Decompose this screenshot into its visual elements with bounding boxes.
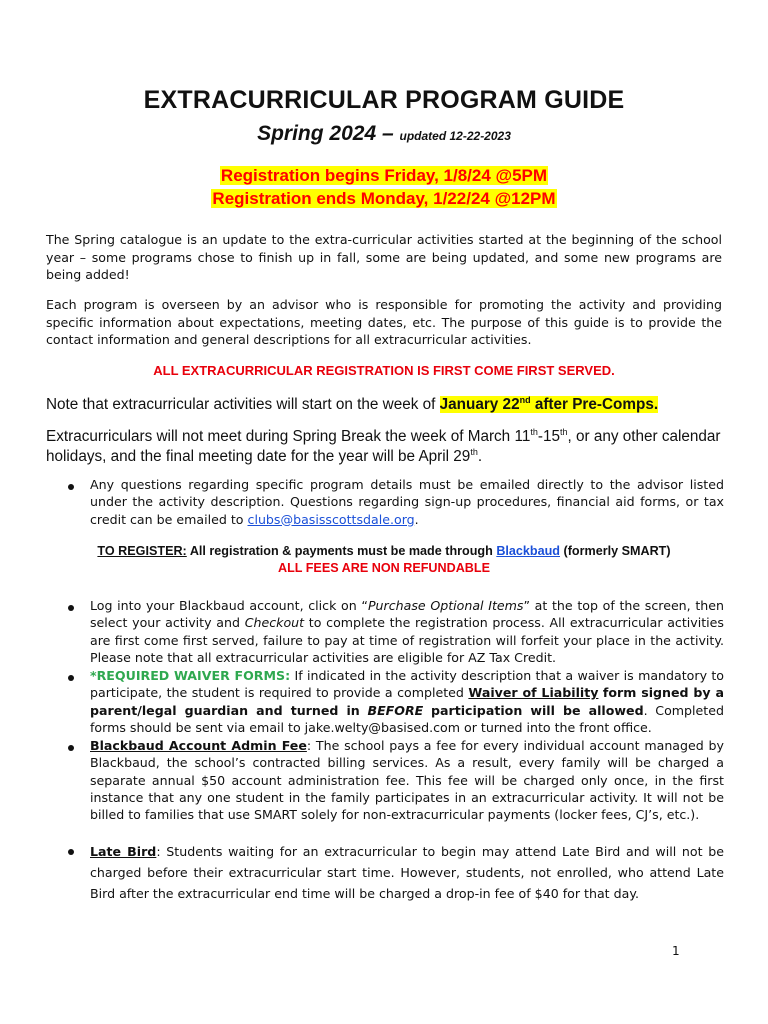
page-title: EXTRACURRICULAR PROGRAM GUIDE <box>143 86 625 114</box>
admin-fee-bullet: Blackbaud Account Admin Fee: The school pays a fee for every individual account managed by Blackbaud, the school’s contracted billing services. As a result, every family will be charged a separate annual $50 account administration fee. This fee will be charged only once, in the first instance that any one student in the family participates in an extracurricular activity. It will not be billed to families that use SMART solely for non-extracurricular payments (locker fees, CJ’s, etc.). <box>90 738 724 823</box>
waiver-bullet: *REQUIRED WAIVER FORMS: If indicated in the activity description that a waiver is mandatory to participate, the student is required to provide a completed Waiver of Liability form signed by a parent/legal guardian and turned in BEFORE participation will be allowed. Completed forms should be sent via email to jake.welty@basised.com or turned into the front office. <box>90 668 724 735</box>
non-refundable-notice: ALL FEES ARE NON REFUNDABLE <box>277 561 490 575</box>
admin-fee-label: Blackbaud Account Admin Fee <box>90 738 307 753</box>
registration-ends: Registration ends Monday, 1/22/24 @12PM <box>212 189 556 208</box>
intro-paragraph-1: The Spring catalogue is an update to the extra-curricular activities started at the beginning of the school year – some programs chose to finish up in fall, some are being updated, and some new programs are being added! <box>46 232 722 282</box>
late-bird-label: Late Bird <box>90 844 157 859</box>
blackbaud-link[interactable]: Blackbaud <box>496 544 561 558</box>
clubs-email-link[interactable]: clubs@basisscottsdale.org <box>247 511 415 527</box>
bullet-dot <box>68 605 74 611</box>
bullet-dot <box>68 484 74 490</box>
spring-break-note: Extracurriculars will not meet during Spring Break the week of March 11th-15th, or any other calendar holidays, and the final meeting date for the year will be April 29th. <box>46 426 721 465</box>
waiver-label: *REQUIRED WAIVER FORMS: <box>90 668 291 683</box>
bullet-dot <box>68 675 74 681</box>
first-come-notice: ALL EXTRACURRICULAR REGISTRATION IS FIRST COME FIRST SERVED. <box>153 363 615 378</box>
bullet-dot <box>68 849 74 855</box>
login-bullet: Log into your Blackbaud account, click on “Purchase Optional Items” at the top of the screen, then select your activity and Checkout to complete the registration process. All extracurricular activities are first come first served, failure to pay at time of registration will forfeit your place in the activity. Please note that all extracurricular activities are eligible for AZ Tax Credit. <box>90 598 724 665</box>
subtitle-updated: updated 12-22-2023 <box>399 129 511 143</box>
questions-bullet: Any questions regarding specific program details must be emailed directly to the advisor listed under the activity description. Questions regarding sign-up procedures, financial aid forms, or tax credit can be emailed to clubs@basisscottsdale.org. <box>90 477 724 527</box>
subtitle-season: Spring 2024 – <box>257 122 394 145</box>
start-week-note: Note that extracurricular activities will start on the week of January 22nd after Pre-Comps. <box>46 394 659 413</box>
page-subtitle <box>0 122 768 146</box>
registration-begins: Registration begins Friday, 1/8/24 @5PM <box>220 166 548 185</box>
intro-paragraph-2: Each program is overseen by an advisor who is responsible for promoting the activity and providing specific information about expectations, meeting dates, etc. The purpose of this guide is to provide the contact information and general descriptions for all extracurricular activities. <box>46 297 722 347</box>
register-instructions: TO REGISTER: All registration & payments must be made through Blackbaud (formerly SMART) <box>97 544 671 558</box>
bullet-dot <box>68 745 74 751</box>
start-date-highlight: January 22nd after Pre-Comps. <box>439 394 659 413</box>
waiver-of-liability: Waiver of Liability <box>468 685 599 701</box>
page-number: 1 <box>672 944 680 958</box>
late-bird-bullet: Late Bird: Students waiting for an extracurricular to begin may attend Late Bird and will not be charged before their extracurricular start time. However, students, not enrolled, who attend Late Bird after the extracurricular end time will be charged a drop-in fee of $40 for that day. <box>90 844 724 901</box>
